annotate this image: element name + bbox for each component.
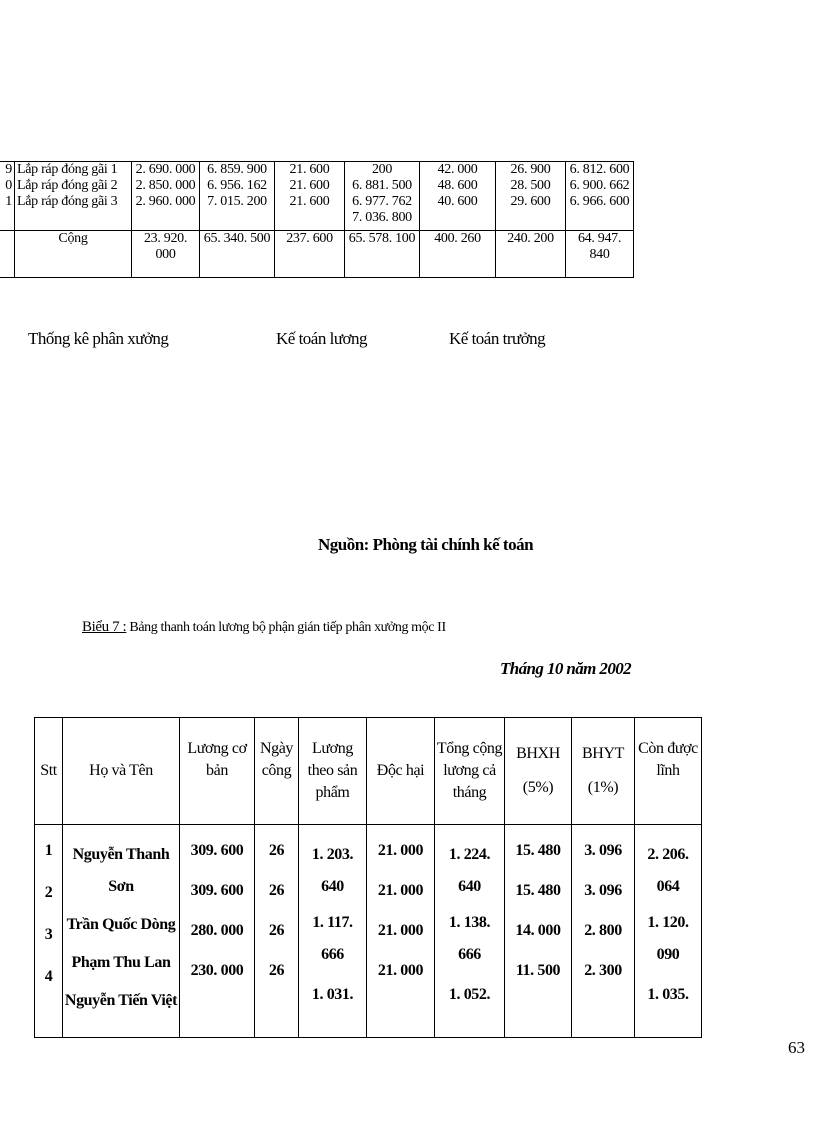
value: 090 (656, 946, 680, 963)
cell-value: 2. 690. 000 (132, 162, 200, 179)
days-column (255, 825, 299, 1038)
cell-value: 6. 956. 162 (200, 178, 275, 194)
stt-value: 4 (44, 968, 53, 985)
name-line: Trần Quốc Dòng (66, 916, 176, 933)
value: 064 (656, 878, 680, 895)
cell-value: 40. 600 (420, 194, 496, 231)
header-line: bản (206, 762, 228, 779)
cell-name: Lắp ráp đóng gãi 3 (15, 194, 132, 231)
header-hazard: Độc hại (367, 718, 435, 825)
value: 309. 600 (190, 882, 244, 899)
header-bhyt (572, 718, 635, 825)
cell-value: 7. 015. 200 (200, 194, 275, 231)
value: 1. 224. (448, 846, 491, 863)
cell-value: 65. 578. 100 (345, 231, 420, 278)
total-salary-column (435, 825, 505, 1038)
value: 26 (268, 962, 285, 979)
value: 14. 000 (515, 922, 561, 939)
cell-value: 21. 600 (275, 162, 345, 179)
cell-value: 200 (345, 162, 420, 179)
table-row (0, 178, 634, 194)
table-row (0, 162, 634, 179)
value: 3. 096 (584, 842, 622, 859)
value: 1. 031. (311, 986, 354, 1003)
name-line: Nguyễn Thanh (72, 846, 170, 863)
bhxh-column (505, 825, 572, 1038)
cell-value: 237. 600 (275, 231, 345, 278)
value: 26 (268, 842, 285, 859)
total-label: Cộng (15, 231, 132, 278)
header-basic-salary (180, 718, 255, 825)
source-note: Nguồn: Phòng tài chính kế toán (318, 535, 534, 554)
value: 21. 000 (377, 882, 424, 899)
cell-value: 48. 600 (420, 178, 496, 194)
value: 1. 120. (647, 914, 689, 931)
header-line: phẩm (315, 784, 350, 801)
cell-value (345, 194, 420, 231)
signature-payroll-accountant: Kế toán lương (276, 329, 368, 348)
header-line: Ngày (259, 740, 294, 757)
cell-empty (0, 231, 15, 278)
caption-label: Biểu 7 : (82, 619, 127, 635)
total-row (0, 231, 634, 278)
product-salary-column (299, 825, 367, 1038)
page-number: 63 (788, 1038, 805, 1057)
value: 280. 000 (190, 922, 244, 939)
value: 1. 138. (448, 914, 491, 931)
header-line: Lương cơ (187, 740, 247, 757)
cell-value: 6. 859. 900 (200, 162, 275, 179)
value: 1. 203. (311, 846, 354, 863)
cell-line: 64. 947. (577, 231, 622, 246)
header-line: lương cả (443, 762, 496, 779)
stt-value: 3 (44, 926, 53, 943)
value: 15. 480 (515, 882, 561, 899)
stt-column (35, 825, 63, 1038)
name-column (63, 825, 180, 1038)
salary-payment-table (34, 717, 702, 1038)
cell-line: 840 (589, 247, 610, 262)
name-line: Phạm Thu Lan (71, 954, 171, 971)
value: 2. 300 (584, 962, 622, 979)
header-line: Còn được (638, 740, 698, 757)
cell-name: Lắp ráp đóng gãi 1 (15, 162, 132, 179)
value: 309. 600 (190, 842, 244, 859)
header-line: BHXH (516, 745, 560, 762)
cell-stt: 9 (0, 162, 15, 179)
header-name: Họ và Tên (63, 718, 180, 825)
cell-line: 23. 920. (143, 231, 188, 246)
header-line: tháng (452, 784, 487, 801)
cell-name: Lắp ráp đóng gãi 2 (15, 178, 132, 194)
value: 1. 117. (312, 914, 353, 931)
value: 666 (321, 946, 344, 963)
cell-value: 65. 340. 500 (200, 231, 275, 278)
value: 15. 480 (515, 842, 561, 859)
value: 2. 206. (647, 846, 689, 863)
cell-value: 21. 600 (275, 178, 345, 194)
cell-stt: 0 (0, 178, 15, 194)
header-line: (1%) (587, 779, 619, 796)
header-days (255, 718, 299, 825)
bhyt-column (572, 825, 635, 1038)
name-line: Sơn (108, 878, 134, 895)
cell-line: 7. 036. 800 (352, 210, 412, 225)
value: 1. 035. (647, 986, 689, 1003)
signature-statistics: Thống kê phân xưởng (28, 329, 169, 348)
stt-value: 1 (44, 842, 53, 859)
remaining-column (635, 825, 702, 1038)
header-stt: Stt (35, 718, 63, 825)
header-line: công (261, 762, 292, 779)
header-line: Tổng cộng (436, 740, 503, 757)
cell-value: 6. 966. 600 (566, 194, 634, 231)
cell-line: 000 (155, 247, 176, 262)
header-total (435, 718, 505, 825)
value: 21. 000 (377, 922, 424, 939)
value: 1. 052. (448, 986, 491, 1003)
value: 21. 000 (377, 962, 424, 979)
cell-line: 6. 977. 762 (352, 194, 412, 209)
caption-text: Bảng thanh toán lương bộ phận gián tiếp phân xưởng mộc II (129, 620, 446, 635)
stt-value: 2 (44, 884, 53, 901)
cell-value: 29. 600 (496, 194, 566, 231)
value: 666 (458, 946, 481, 963)
cell-value (566, 231, 634, 278)
cell-value: 21. 600 (275, 194, 345, 231)
header-row (35, 718, 702, 825)
hazard-column (367, 825, 435, 1038)
header-line: (5%) (522, 779, 554, 796)
table-row (35, 825, 702, 1038)
value: 2. 800 (584, 922, 622, 939)
value: 26 (268, 922, 285, 939)
cell-value: 26. 900 (496, 162, 566, 179)
basic-salary-column (180, 825, 255, 1038)
cell-value: 240. 200 (496, 231, 566, 278)
value: 3. 096 (584, 882, 622, 899)
header-line: BHYT (582, 745, 624, 762)
payroll-summary-table (0, 161, 634, 278)
header-bhxh (505, 718, 572, 825)
value: 640 (321, 878, 344, 895)
name-line: Nguyễn Tiến Việt (64, 992, 178, 1009)
cell-value: 28. 500 (496, 178, 566, 194)
value: 230. 000 (190, 962, 244, 979)
table-row (0, 194, 634, 231)
cell-value: 6. 881. 500 (345, 178, 420, 194)
header-line: lĩnh (656, 762, 680, 779)
cell-value: 6. 812. 600 (566, 162, 634, 179)
cell-value (132, 231, 200, 278)
header-line: Lương (312, 740, 353, 757)
cell-stt: 1 (0, 194, 15, 231)
month-label: Tháng 10 năm 2002 (500, 659, 632, 678)
cell-value: 400. 260 (420, 231, 496, 278)
value: 11. 500 (515, 962, 561, 979)
value: 26 (268, 882, 285, 899)
cell-value: 2. 960. 000 (132, 194, 200, 231)
header-remaining (635, 718, 702, 825)
cell-value: 42. 000 (420, 162, 496, 179)
header-product-salary (299, 718, 367, 825)
signature-chief-accountant: Kế toán trưởng (449, 329, 546, 348)
table-caption (82, 619, 446, 636)
header-line: theo sản (307, 762, 358, 779)
cell-value: 2. 850. 000 (132, 178, 200, 194)
cell-value: 6. 900. 662 (566, 178, 634, 194)
value: 640 (458, 878, 481, 895)
value: 21. 000 (377, 842, 424, 859)
